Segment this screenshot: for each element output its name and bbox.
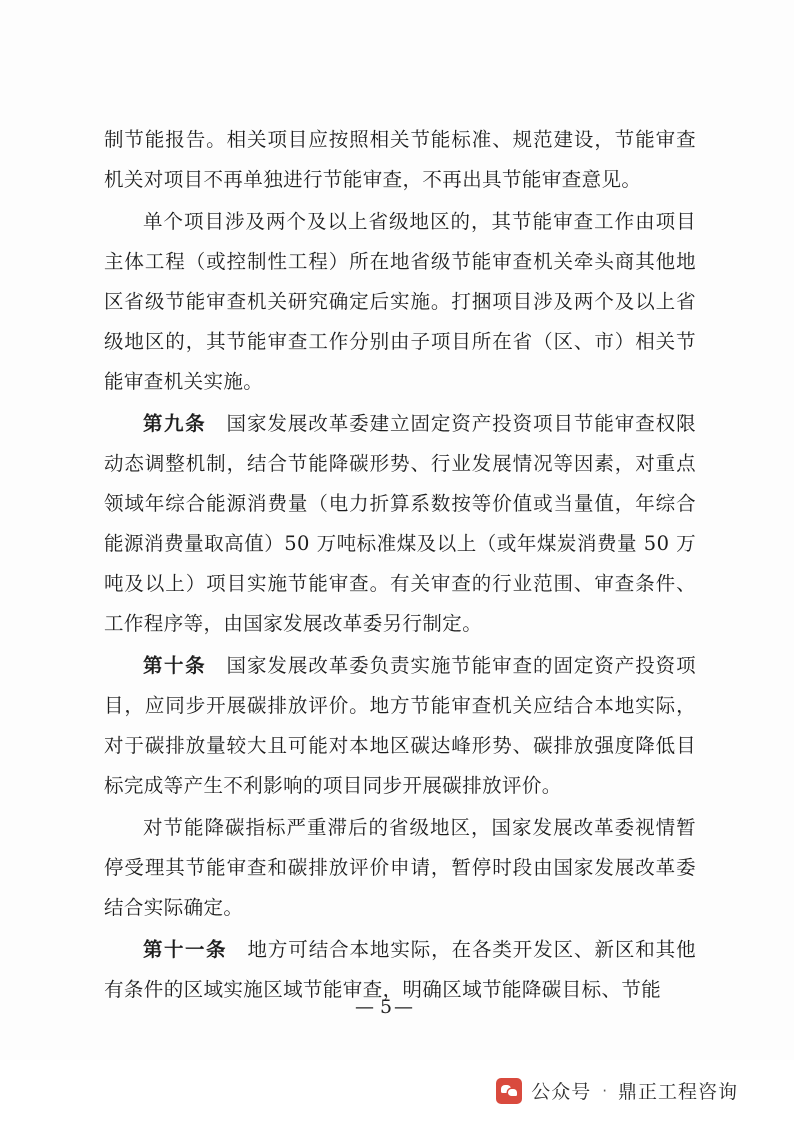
paragraph-text: 制节能报告。相关项目应按照相关节能标准、规范建设，节能审查机关对项目不再单独进行节能审查，不再出具节能审查意见。 <box>104 128 696 191</box>
article-number: 第九条 <box>143 412 207 435</box>
paragraph-text: 地方可结合本地实际，在各类开发区、新区和其他有条件的区域实施区域节能审查，明确区域节能降碳目标、节能 <box>104 938 696 1001</box>
page-footer <box>0 996 794 1018</box>
paragraph <box>104 120 696 200</box>
footer-dash-right: — <box>394 996 420 1018</box>
page-number: 5 <box>379 996 395 1018</box>
paragraph-article-9 <box>104 404 696 644</box>
watermark <box>496 1077 738 1104</box>
watermark-separator: · <box>602 1081 607 1100</box>
paragraph-text: 对节能降碳指标严重滞后的省级地区，国家发展改革委视情暂停受理其节能审查和碳排放评价申请，暂停时段由国家发展改革委结合实际确定。 <box>104 816 696 919</box>
wechat-logo-icon <box>496 1078 522 1104</box>
document-body <box>104 120 696 1012</box>
paragraph-text: 国家发展改革委负责实施节能审查的固定资产投资项目，应同步开展碳排放评价。地方节能审查机关应结合本地实际，对于碳排放量较大且可能对本地区碳达峰形势、碳排放强度降低目标完成等产生不利影响的项目同步开展碳排放评价。 <box>104 654 696 797</box>
watermark-prefix: 公众号 <box>531 1081 592 1103</box>
paragraph-text: 单个项目涉及两个及以上省级地区的，其节能审查工作由项目主体工程（或控制性工程）所在地省级节能审查机关牵头商其他地区省级节能审查机关研究确定后实施。打捆项目涉及两个及以上省级地区的，其节能审查工作分别由子项目所在省（区、市）相关节能审查机关实施。 <box>104 210 696 393</box>
article-number: 第十条 <box>143 654 207 677</box>
paragraph <box>104 202 696 402</box>
article-number: 第十一条 <box>143 938 228 961</box>
watermark-account-name: 鼎正工程咨询 <box>617 1081 738 1103</box>
paragraph <box>104 808 696 928</box>
footer-dash-left: — <box>354 996 380 1018</box>
paragraph-text: 国家发展改革委建立固定资产投资项目节能审查权限动态调整机制，结合节能降碳形势、行业发展情况等因素，对重点领域年综合能源消费量（电力折算系数按等价值或当量值，年综合能源消费量取高值）50 万吨标准煤及以上（或年煤炭消费量 50 万吨及以上）项目实施节能审查。有关审查的行业范围、审查条件、工作程序等，由国家发展改革委另行制定。 <box>104 412 696 635</box>
paragraph-article-10 <box>104 646 696 806</box>
